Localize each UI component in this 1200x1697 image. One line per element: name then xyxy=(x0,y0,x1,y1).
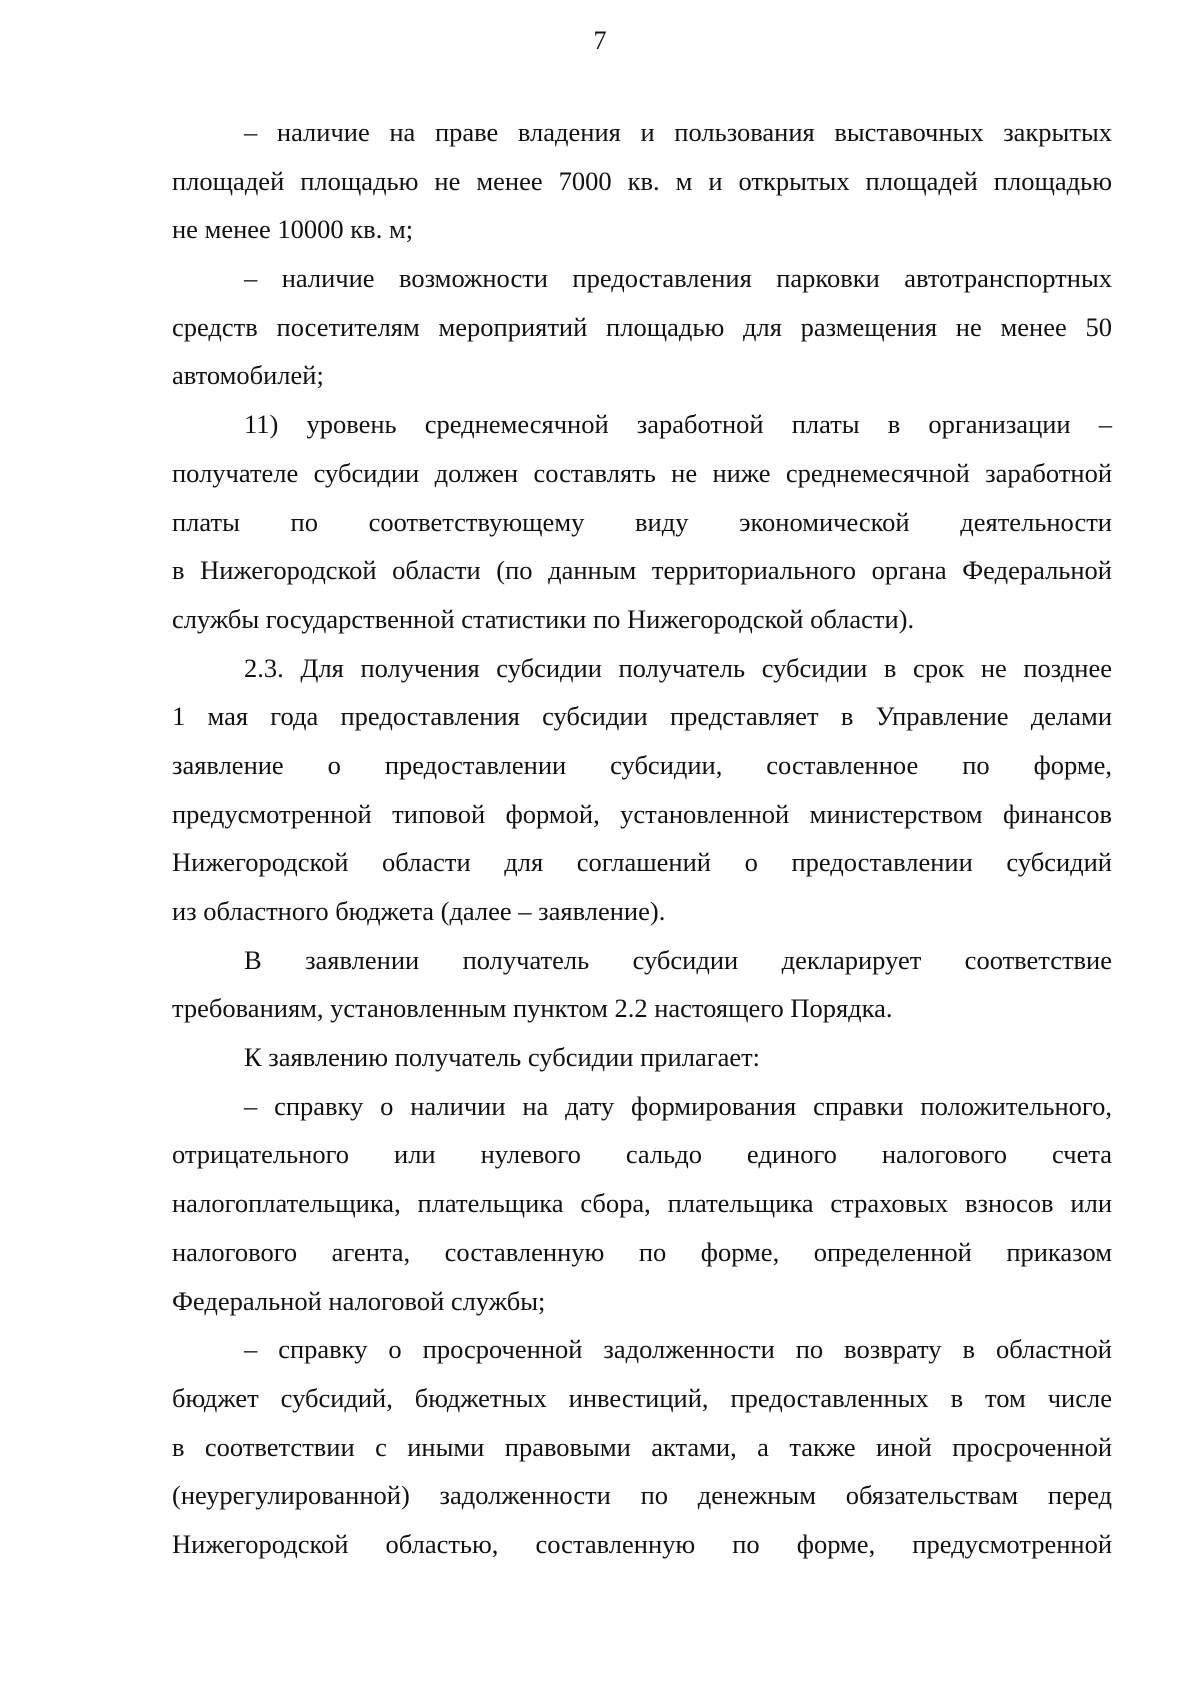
text-line: налогоплательщика, плательщика сбора, плательщика страховых взносов или xyxy=(172,1188,1112,1219)
text-line: платы по соответствующему виду экономической деятельности xyxy=(172,506,1112,537)
text-line: службы государственной статистики по Нижегородской области). xyxy=(172,603,915,634)
paragraph xyxy=(172,254,1112,400)
text-line: 1 мая года предоставления субсидии представляет в Управление делами xyxy=(172,701,1112,732)
text-line: не менее 10000 кв. м; xyxy=(172,214,414,245)
text-line: бюджет субсидий, бюджетных инвестиций, предоставленных в том числе xyxy=(172,1382,1112,1413)
text-line: заявление о предоставлении субсидии, составленное по форме, xyxy=(172,749,1112,780)
page-number: 7 xyxy=(593,26,607,55)
text-line: из областного бюджета (далее – заявление). xyxy=(172,896,666,926)
text-line: 11) уровень среднемесячной заработной платы в организации – xyxy=(244,409,1112,440)
text-line: в Нижегородской области (по данным территориального органа Федеральной xyxy=(172,555,1112,586)
paragraph xyxy=(172,644,1112,936)
document-body xyxy=(172,108,1112,1569)
paragraph xyxy=(172,936,1112,1033)
text-line: площадей площадью не менее 7000 кв. м и открытых площадей площадью xyxy=(172,165,1112,196)
text-line: 2.3. Для получения субсидии получатель субсидии в срок не позднее xyxy=(244,652,1112,683)
text-line: отрицательного или нулевого сальдо единого налогового счета xyxy=(172,1139,1112,1170)
text-line: Нижегородской областью, составленную по форме, предусмотренной xyxy=(172,1528,1112,1559)
text-line: – наличие возможности предоставления парковки автотранспортных xyxy=(244,263,1112,294)
text-line: Федеральной налоговой службы; xyxy=(172,1285,546,1316)
text-line: в соответствии с иными правовыми актами, а также иной просроченной xyxy=(172,1431,1112,1462)
paragraph xyxy=(172,400,1112,643)
text-line: – справку о наличии на дату формирования справки положительного, xyxy=(244,1090,1112,1121)
text-line: – наличие на праве владения и пользования выставочных закрытых xyxy=(244,117,1112,147)
text-line: автомобилей; xyxy=(172,360,324,391)
text-line: Нижегородской области для соглашений о предоставлении субсидий xyxy=(172,847,1112,878)
text-line: предусмотренной типовой формой, установленной министерством финансов xyxy=(172,798,1112,829)
text-line: В заявлении получатель субсидии декларирует соответствие xyxy=(244,944,1112,975)
paragraph xyxy=(172,108,1112,254)
paragraph xyxy=(172,1325,1112,1568)
paragraph xyxy=(172,1033,1112,1082)
text-line: (неурегулированной) задолженности по денежным обязательствам перед xyxy=(172,1480,1112,1511)
text-line: средств посетителям мероприятий площадью для размещения не менее 50 xyxy=(172,311,1112,342)
text-line: налогового агента, составленную по форме, определенной приказом xyxy=(172,1236,1112,1267)
text-line: требованиям, установленным пунктом 2.2 настоящего Порядка. xyxy=(172,993,893,1024)
text-line: К заявлению получатель субсидии прилагает: xyxy=(244,1042,761,1073)
text-line: – справку о просроченной задолженности по возврату в областной xyxy=(244,1334,1112,1365)
text-line: получателе субсидии должен составлять не ниже среднемесячной заработной xyxy=(172,457,1112,488)
paragraph xyxy=(172,1082,1112,1325)
